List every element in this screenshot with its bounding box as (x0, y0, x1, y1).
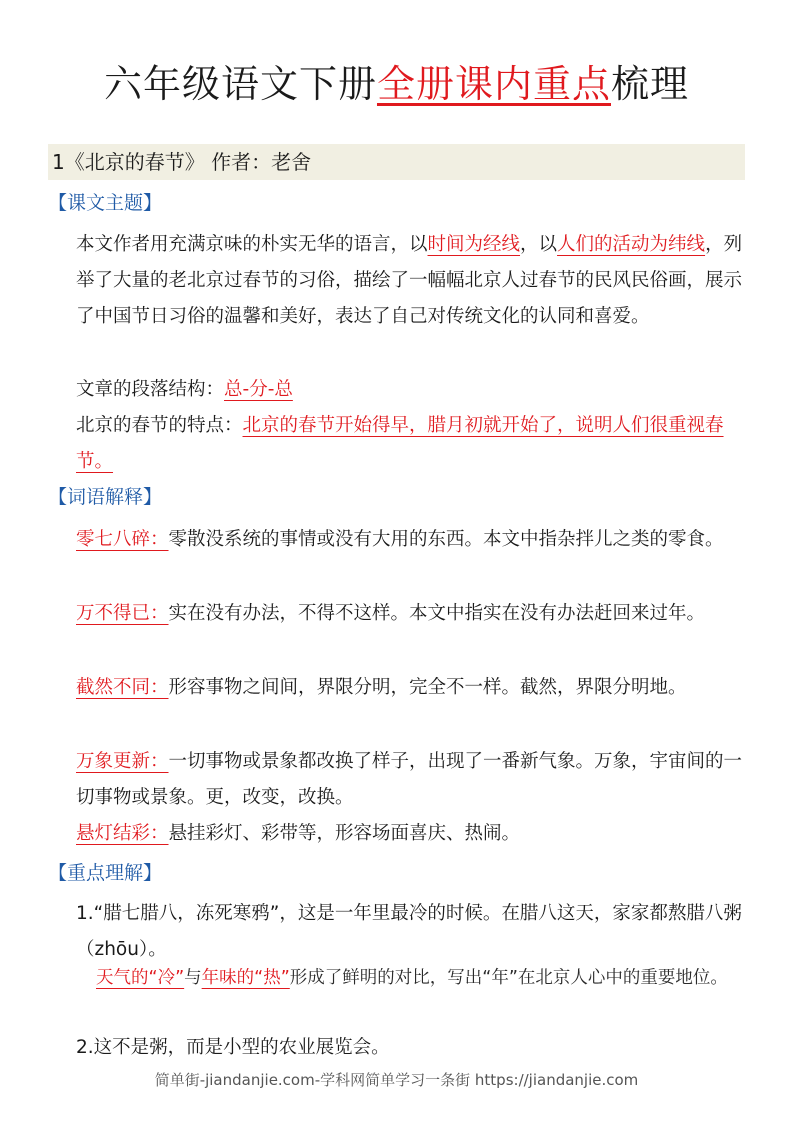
title-part1: 六年级语文下册 (103, 62, 377, 106)
key-point-1: 1.“腊七腊八，冻死寒鸦”，这是一年里最冷的时候。在腊八这天，家家都熬腊八粥（zhōu）。 (76, 903, 742, 960)
feature-label: 北京的春节的特点： (76, 415, 243, 436)
word-definition: 形容事物之间间，界限分明，完全不一样。截然，界限分明地。 (168, 677, 687, 698)
note-hot: 年味的“热” (201, 968, 290, 988)
word-entry (76, 522, 748, 558)
title-highlight: 全册课内重点 (376, 62, 611, 106)
word-term: 万象更新： (76, 751, 169, 772)
page-title (0, 58, 793, 110)
section-words-heading: 【词语解释】 (48, 486, 163, 508)
theme-text-e: ，列举了大量的老北京过春节的习俗，描绘了一幅幅北京人过春节的民风民俗画，展示了中国节日习俗的温馨和美好，表达了自己对传统文化的认同和喜爱。 (76, 234, 743, 327)
note-cold: 天气的“冷” (96, 968, 185, 988)
word-entry (76, 596, 748, 632)
section-key-heading: 【重点理解】 (48, 862, 163, 884)
structure-line (76, 372, 748, 408)
word-term: 万不得已： (76, 603, 169, 624)
key-point-2: 2.这不是粥，而是小型的农业展览会。 (76, 1037, 390, 1058)
feature-line (76, 408, 748, 480)
word-entry (76, 816, 748, 852)
theme-text-a: 本文作者用充满京味的朴实无华的语言，以 (76, 234, 428, 255)
structure-label: 文章的段落结构： (76, 379, 225, 400)
section-theme-heading: 【课文主题】 (48, 192, 163, 214)
page-footer: 简单街-jiandanjie.com-学科网简单学习一条街 https://jiandanjie.com (154, 1071, 639, 1089)
word-definition: 实在没有办法，不得不这样。本文中指实在没有办法赶回来过年。 (168, 603, 706, 624)
note-and: 与 (184, 968, 202, 988)
structure-value: 总-分-总 (224, 379, 293, 400)
note-rest: 形成了鲜明的对比，写出“年”在北京人心中的重要地位。 (289, 968, 728, 988)
word-term: 悬灯结彩： (76, 823, 169, 844)
word-term: 截然不同： (76, 677, 169, 698)
word-term: 零七八碎： (76, 529, 169, 550)
word-definition: 零散没系统的事情或没有大用的东西。本文中指杂拌儿之类的零食。 (168, 529, 724, 550)
word-entry (76, 744, 748, 816)
theme-text-c: ，以 (520, 234, 558, 255)
theme-highlight-time: 时间为经线 (427, 234, 521, 255)
title-part2: 梳理 (611, 62, 690, 106)
lesson-heading: 1《北京的春节》 作者：老舍 (48, 144, 745, 180)
word-entry (76, 670, 748, 706)
word-definition: 一切事物或景象都改换了样子，出现了一番新气象。万象，宇宙间的一切事物或景象。更，改变，改换。 (76, 751, 743, 808)
key-point-1-note (96, 962, 748, 994)
feature-value: 北京的春节开始得早，腊月初就开始了，说明人们很重视春节。 (76, 415, 724, 472)
word-definition: 悬挂彩灯、彩带等，形容场面喜庆、热闹。 (168, 823, 521, 844)
theme-paragraph (76, 227, 748, 335)
theme-highlight-activity: 人们的活动为纬线 (557, 234, 706, 255)
